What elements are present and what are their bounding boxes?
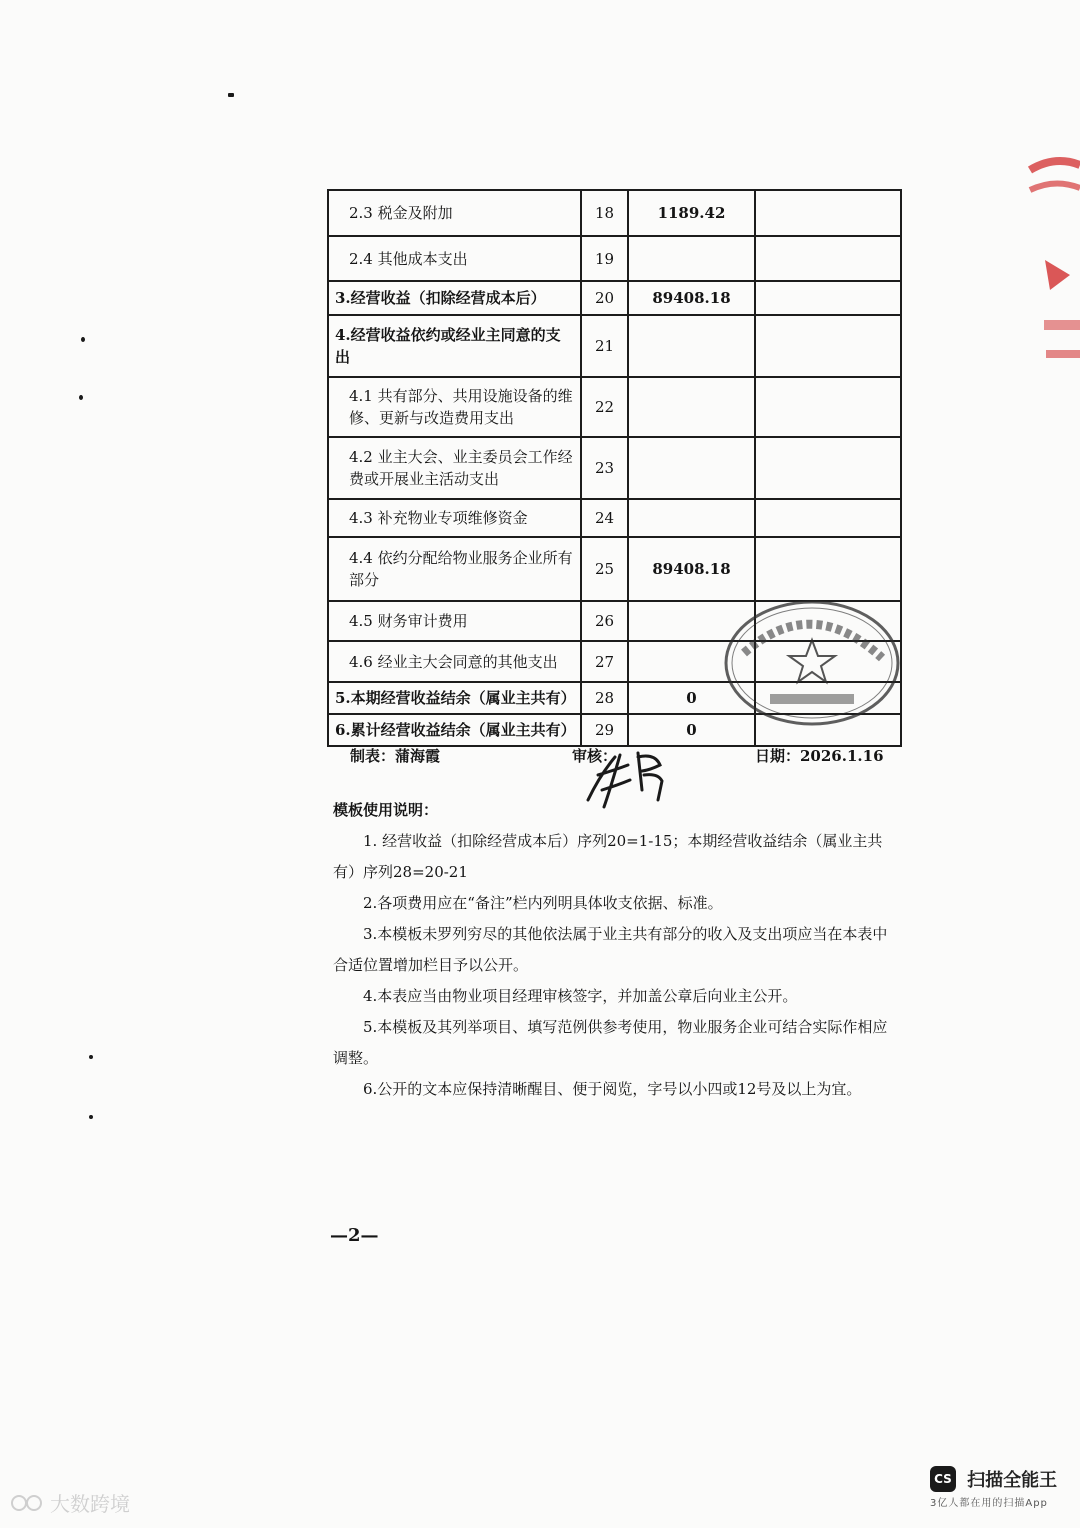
row-item: 4.经营收益依约或经业主同意的支出 — [328, 315, 581, 377]
note-item: 4.本表应当由物业项目经理审核签字，并加盖公章后向业主公开。 — [363, 987, 798, 1005]
row-note — [755, 537, 901, 601]
row-item: 2.4 其他成本支出 — [328, 236, 581, 281]
note-item: 3.本模板未罗列穷尽的其他依法属于业主共有部分的收入及支出项应当在本表中合适位置增加栏目予以公开。 — [333, 925, 888, 974]
table-row — [328, 437, 901, 499]
row-item: 4.3 补充物业专项维修资金 — [328, 499, 581, 537]
row-amount: 0 — [628, 682, 755, 714]
row-amount — [628, 437, 755, 499]
table-row — [328, 190, 901, 236]
row-seq: 27 — [581, 641, 628, 682]
row-item: 4.2 业主大会、业主委员会工作经费或开展业主活动支出 — [328, 437, 581, 499]
row-seq: 29 — [581, 714, 628, 746]
row-amount: 89408.18 — [628, 281, 755, 315]
row-seq: 26 — [581, 601, 628, 641]
row-note — [755, 281, 901, 315]
scan-speck — [89, 1115, 93, 1119]
row-seq: 24 — [581, 499, 628, 537]
scan-speck — [228, 93, 234, 97]
watermark-logo-icon — [10, 1492, 44, 1514]
row-note — [755, 437, 901, 499]
row-amount: 0 — [628, 714, 755, 746]
edge-stamp — [1010, 150, 1080, 390]
note-item: 1. 经营收益（扣除经营成本后）序列20=1-15；本期经营收益结余（属业主共有）序列28=20-21 — [333, 832, 883, 881]
template-notes — [333, 795, 888, 1105]
row-item: 2.3 税金及附加 — [328, 190, 581, 236]
row-seq: 18 — [581, 190, 628, 236]
notes-title: 模板使用说明： — [333, 801, 439, 819]
row-item: 3.经营收益（扣除经营成本后） — [328, 281, 581, 315]
row-note — [755, 190, 901, 236]
row-note — [755, 236, 901, 281]
note-item: 5.本模板及其列举项目、填写范例供参考使用，物业服务企业可结合实际作相应调整。 — [333, 1018, 888, 1067]
row-item: 5.本期经营收益结余（属业主共有） — [328, 682, 581, 714]
row-item: 4.6 经业主大会同意的其他支出 — [328, 641, 581, 682]
scan-speck — [79, 395, 83, 400]
row-seq: 23 — [581, 437, 628, 499]
page-number: —2— — [330, 1225, 379, 1246]
table-row — [328, 537, 901, 601]
row-amount — [628, 377, 755, 437]
watermark-left-text: 大数跨境 — [50, 1492, 130, 1516]
row-seq: 22 — [581, 377, 628, 437]
camscanner-logo-icon: CS — [930, 1466, 956, 1492]
row-note — [755, 377, 901, 437]
table-row — [328, 499, 901, 537]
table-row — [328, 377, 901, 437]
table-row — [328, 315, 901, 377]
preparer-label: 制表：蒲海霞 — [350, 747, 441, 765]
row-seq: 25 — [581, 537, 628, 601]
note-item: 2.各项费用应在“备注”栏内列明具体收支依据、标准。 — [363, 894, 723, 912]
row-seq: 21 — [581, 315, 628, 377]
scan-speck — [81, 337, 85, 342]
row-amount: 89408.18 — [628, 537, 755, 601]
row-amount — [628, 499, 755, 537]
camscanner-tagline: 3亿人都在用的扫描App — [930, 1498, 1048, 1509]
row-note — [755, 499, 901, 537]
company-seal-stamp — [722, 598, 902, 728]
scan-speck — [89, 1055, 93, 1059]
reviewer-label: 审核： — [572, 747, 618, 765]
date-label: 日期：2026.1.16 — [755, 747, 884, 765]
row-seq: 19 — [581, 236, 628, 281]
camscanner-name: 扫描全能王 — [967, 1470, 1058, 1491]
row-amount — [628, 315, 755, 377]
row-item: 4.5 财务审计费用 — [328, 601, 581, 641]
row-seq: 28 — [581, 682, 628, 714]
row-amount — [628, 236, 755, 281]
row-amount: 1189.42 — [628, 190, 755, 236]
table-row — [328, 236, 901, 281]
table-row — [328, 281, 901, 315]
watermark-left — [10, 1488, 130, 1517]
row-seq: 20 — [581, 281, 628, 315]
row-item: 4.1 共有部分、共用设施设备的维修、更新与改造费用支出 — [328, 377, 581, 437]
row-note — [755, 315, 901, 377]
row-item: 4.4 依约分配给物业服务企业所有部分 — [328, 537, 581, 601]
watermark-right — [930, 1466, 1057, 1509]
row-item: 6.累计经营收益结余（属业主共有） — [328, 714, 581, 746]
note-item: 6.公开的文本应保持清晰醒目、便于阅览，字号以小四或12号及以上为宜。 — [363, 1080, 862, 1098]
